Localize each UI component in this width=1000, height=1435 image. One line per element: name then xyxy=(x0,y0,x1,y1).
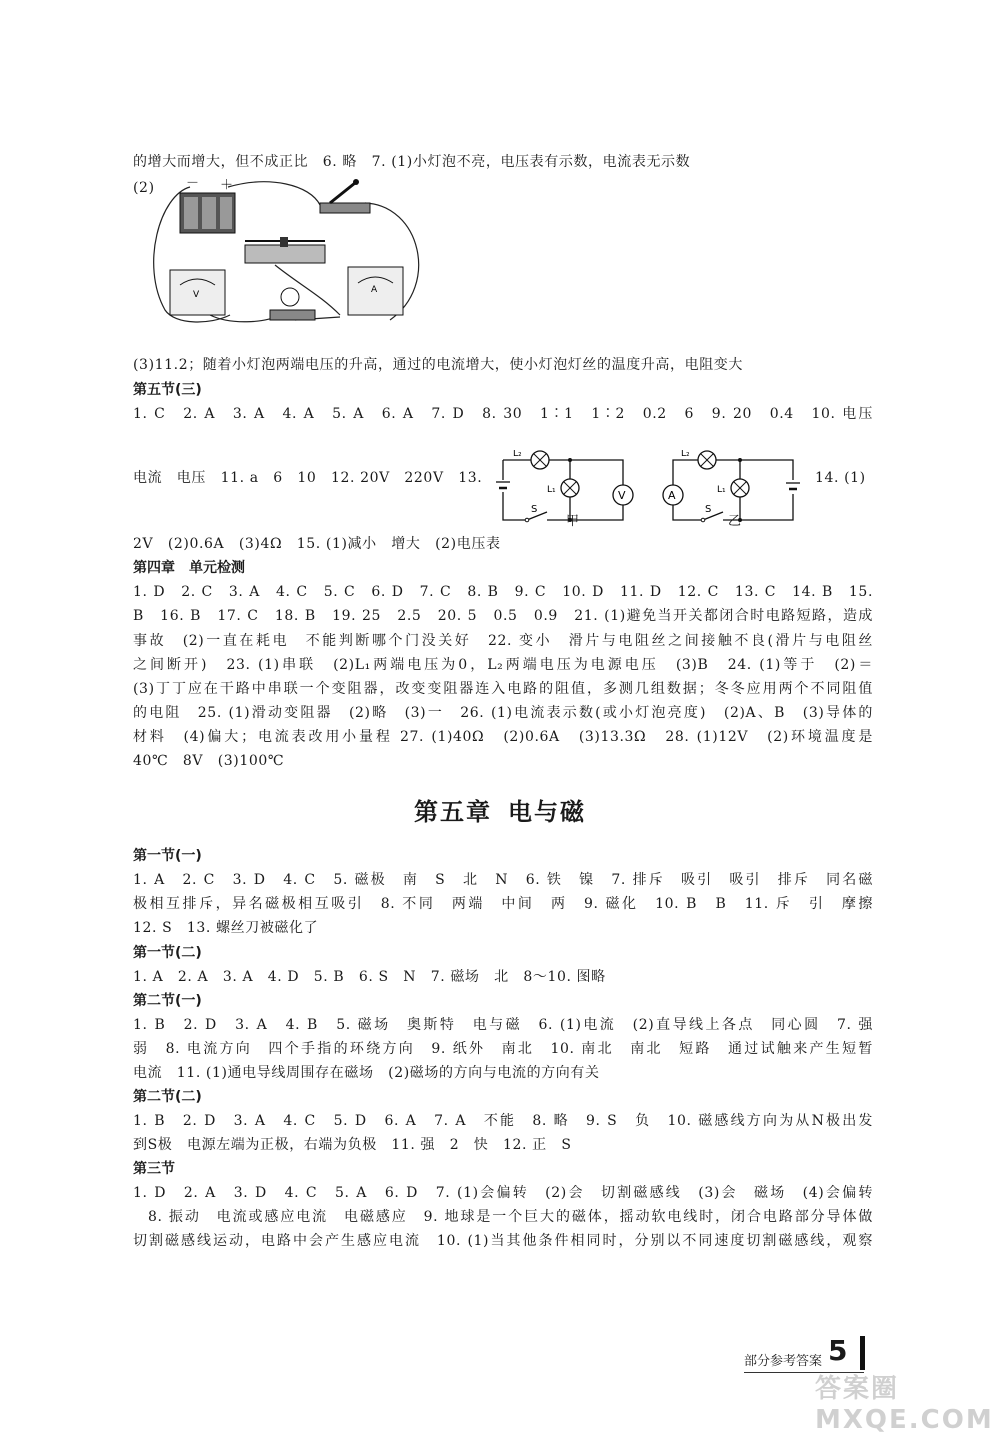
battery-icon xyxy=(180,193,235,233)
svg-text:A: A xyxy=(371,285,378,295)
answer-line: 1. A 2. A 3. A 4. D 5. B 6. S N 7. 磁场 北 8～10. 图略 xyxy=(133,969,606,985)
answer-line: 1. D 2. C 3. A 4. C 5. C 6. D 7. C 8. B 9. C 10. D 11. D 12. C 13. C 14. B 15. xyxy=(133,584,873,600)
knife-switch-icon xyxy=(320,179,370,213)
answer-line: 之间断开) 23. (1)串联 (2)L₁两端电压为0，L₂两端电压为电源电压 (3)B 24. (1)等于 (2)＝ xyxy=(133,657,873,673)
answer-line: 极相互排斥，异名磁极相互吸引 8. 不同 两端 中间 两 9. 磁化 10. B B 11. 斥 引 摩擦 xyxy=(133,896,873,912)
bulb-icon xyxy=(270,288,315,320)
answer-line: 电流 电压 11. a 6 10 12. 20V 220V 13. xyxy=(133,470,483,486)
section-heading: 第三节 xyxy=(133,1161,175,1177)
answer-line: 1. A 2. C 3. D 4. C 5. 磁极 南 S 北 N 6. 铁 镍 7. 排斥 吸引 吸引 排斥 同名磁 xyxy=(133,872,873,888)
footer-bar xyxy=(860,1336,865,1370)
battery-positive-label: ＋ xyxy=(220,178,234,193)
chapter-title: 第五章 电与磁 xyxy=(414,798,586,826)
answer-line: 2V (2)0.6A (3)4Ω 15. (1)减小 增大 (2)电压表 xyxy=(133,536,501,552)
section-heading: 第一节(二) xyxy=(133,945,202,961)
svg-text:V: V xyxy=(618,489,626,502)
answer-line: 1. D 2. A 3. D 4. C 5. A 6. D 7. (1)会偏转 (2)会 切割磁感线 (3)会 磁场 (4)会偏转 xyxy=(133,1185,873,1201)
answer-line: 弱 8. 电流方向 四个手指的环绕方向 9. 纸外 南北 10. 南北 南北 短路 通过试触来产生短暂 xyxy=(133,1041,873,1057)
svg-text:L₁: L₁ xyxy=(547,485,556,495)
answer-line: 电流 11. (1)通电导线周围存在磁场 (2)磁场的方向与电流的方向有关 xyxy=(133,1065,600,1081)
ammeter-icon xyxy=(348,267,403,315)
section-heading: 第五节(三) xyxy=(133,382,202,398)
answer-line: 8. 振动 电流或感应电流 电磁感应 9. 地球是一个巨大的磁体，摇动软电线时，闭合电路部分导体做 xyxy=(148,1209,873,1225)
answer-line: (2) xyxy=(133,180,155,196)
svg-text:L₂: L₂ xyxy=(681,450,690,459)
answer-line: 14. (1) xyxy=(815,470,866,486)
section-heading: 第二节(一) xyxy=(133,993,202,1009)
section-heading: 第二节(二) xyxy=(133,1089,202,1105)
page-number: 5 xyxy=(828,1334,848,1367)
answer-line: 1. C 2. A 3. A 4. A 5. A 6. A 7. D 8. 30 1∶1 1∶2 0.2 6 9. 20 0.4 10. 电压 xyxy=(133,406,873,422)
svg-text:A: A xyxy=(668,489,676,502)
answer-line: 12. S 13. 螺丝刀被磁化了 xyxy=(133,920,319,936)
answer-line: 40℃ 8V (3)100℃ xyxy=(133,753,285,769)
answer-line: 材料 (4)偏大；电流表改用小量程 27. (1)40Ω (2)0.6A (3)13.3Ω 28. (1)12V (2)环境温度是 xyxy=(133,729,873,745)
svg-text:L₁: L₁ xyxy=(717,485,726,495)
experiment-circuit-diagram xyxy=(150,175,450,345)
answer-line: (3)11.2；随着小灯泡两端电压的升高，通过的电流增大，使小灯泡灯丝的温度升高，电阻变大 xyxy=(133,357,744,373)
circuit-jia xyxy=(496,450,633,522)
answer-line: 切割磁感线运动，电路中会产生感应电流 10. (1)当其他条件相同时，分别以不同速度切割磁感线，观察 xyxy=(133,1233,873,1249)
rheostat-icon xyxy=(245,237,325,263)
svg-text:S: S xyxy=(531,504,538,515)
battery-negative-label: － xyxy=(186,176,200,191)
section-heading: 第四章 单元检测 xyxy=(133,560,245,576)
svg-text:L₂: L₂ xyxy=(513,450,522,459)
answer-line: 的增大而增大，但不成正比 6. 略 7. (1)小灯泡不亮，电压表有示数，电流表无示数 xyxy=(133,154,691,170)
answer-line: 1. B 2. D 3. A 4. B 5. 磁场 奥斯特 电与磁 6. (1)电流 (2)直导线上各点 同心圆 7. 强 xyxy=(133,1017,873,1033)
footer-label: 部分参考答案 xyxy=(744,1354,823,1369)
answer-line: 的电阻 25. (1)滑动变阻器 (2)略 (3)一 26. (1)电流表示数(或小灯泡亮度) (2)A、B (3)导体的 xyxy=(133,705,873,721)
section-heading: 第一节(一) xyxy=(133,848,202,864)
watermark: 答案圈 MXQE.COM xyxy=(815,1374,994,1435)
circuit-caption-jia: 甲 xyxy=(566,514,580,529)
answer-line: (3)丁丁应在干路中串联一个变阻器，改变变阻器连入电路的阻值，多测几组数据；冬冬应用两个不同阻值 xyxy=(133,681,873,697)
answer-line: 到S极 电源左端为正极，右端为负极 11. 强 2 快 12. 正 S xyxy=(133,1137,572,1153)
svg-text:S: S xyxy=(705,504,712,515)
answer-line: B 16. B 17. C 18. B 19. 25 2.5 20. 5 0.5 0.9 21. (1)避免当开关都闭合时电路短路，造成 xyxy=(133,608,873,624)
answer-line: 1. B 2. D 3. A 4. C 5. D 6. A 7. A 不能 8. 略 9. S 负 10. 磁感线方向为从N极出发 xyxy=(133,1113,873,1129)
voltmeter-icon xyxy=(170,270,225,315)
circuit-caption-yi: 乙 xyxy=(728,514,742,529)
circuit-schematics xyxy=(495,450,805,530)
answer-line: 事故 (2)一直在耗电 不能判断哪个门没关好 22. 变小 滑片与电阻丝之间接触不良(滑片与电阻丝 xyxy=(133,633,873,649)
svg-text:V: V xyxy=(193,290,200,300)
